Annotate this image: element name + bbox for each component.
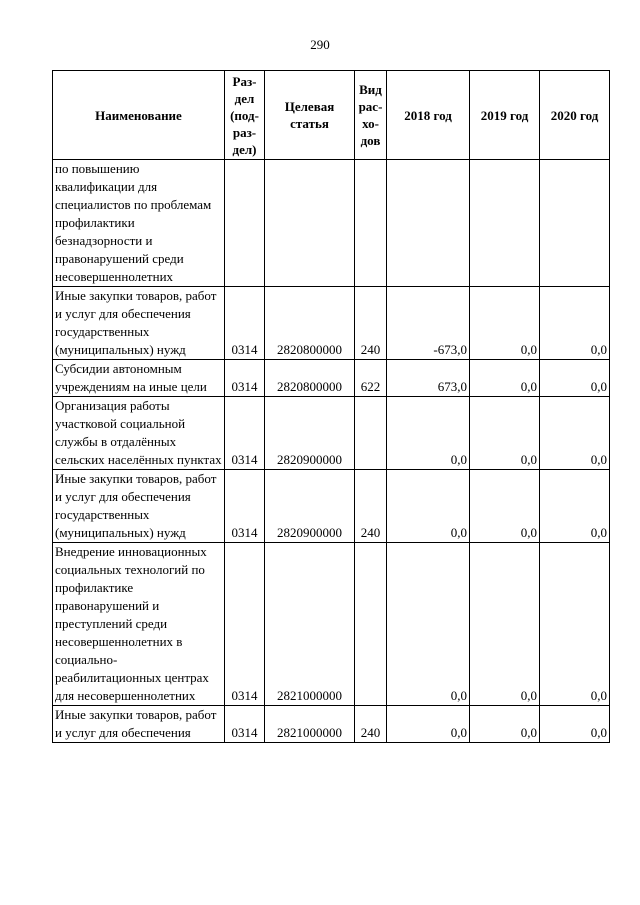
header-kind: Вид рас- хо- дов xyxy=(355,71,387,160)
budget-table xyxy=(52,70,610,743)
row-name: Иные закупки товаров, работ и услуг для обеспечения государственных (муниципальных) нужд xyxy=(53,287,225,360)
header-name: Наименование xyxy=(53,71,225,160)
row-2019: 0,0 xyxy=(470,706,540,743)
row-target: 2820900000 xyxy=(265,397,355,470)
row-section: 0314 xyxy=(225,706,265,743)
row-kind xyxy=(355,543,387,706)
row-name: Иные закупки товаров, работ и услуг для обеспечения xyxy=(53,706,225,743)
row-2019: 0,0 xyxy=(470,397,540,470)
row-section: 0314 xyxy=(225,543,265,706)
row-2020: 0,0 xyxy=(540,287,610,360)
row-2020: 0,0 xyxy=(540,360,610,397)
table-row xyxy=(53,397,610,470)
header-2019: 2019 год xyxy=(470,71,540,160)
row-kind: 240 xyxy=(355,470,387,543)
row-section: 0314 xyxy=(225,470,265,543)
row-2018: 0,0 xyxy=(387,470,470,543)
row-2020 xyxy=(540,160,610,287)
row-name: по повышению квалификации для специалистов по проблемам профилактики безнадзорности и правонарушений среди несовершеннолетних xyxy=(53,160,225,287)
row-2019: 0,0 xyxy=(470,470,540,543)
row-kind: 622 xyxy=(355,360,387,397)
row-section: 0314 xyxy=(225,360,265,397)
row-name: Внедрение инновационных социальных технологий по профилактике правонарушений и преступлений среди несовершеннолетних в социально-реабилитационных центрах для несовершеннолетних xyxy=(53,543,225,706)
row-2020: 0,0 xyxy=(540,397,610,470)
table-row xyxy=(53,287,610,360)
page-number: 290 xyxy=(310,37,330,52)
row-target: 2821000000 xyxy=(265,543,355,706)
row-kind: 240 xyxy=(355,706,387,743)
row-name: Организация работы участковой социальной службы в отдалённых сельских населённых пунктах xyxy=(53,397,225,470)
row-2019 xyxy=(470,160,540,287)
row-2018: 0,0 xyxy=(387,706,470,743)
row-section: 0314 xyxy=(225,397,265,470)
header-2018: 2018 год xyxy=(387,71,470,160)
row-kind: 240 xyxy=(355,287,387,360)
row-2018: 673,0 xyxy=(387,360,470,397)
row-section xyxy=(225,160,265,287)
row-2019: 0,0 xyxy=(470,287,540,360)
row-target xyxy=(265,160,355,287)
table-row xyxy=(53,706,610,743)
row-kind xyxy=(355,397,387,470)
row-2018: -673,0 xyxy=(387,287,470,360)
row-2019: 0,0 xyxy=(470,360,540,397)
header-target: Целевая статья xyxy=(265,71,355,160)
row-2019: 0,0 xyxy=(470,543,540,706)
table-row xyxy=(53,360,610,397)
row-2020: 0,0 xyxy=(540,706,610,743)
row-2020: 0,0 xyxy=(540,470,610,543)
row-target: 2820800000 xyxy=(265,360,355,397)
table-row xyxy=(53,160,610,287)
header-row xyxy=(53,71,610,160)
row-name: Субсидии автономным учреждениям на иные цели xyxy=(53,360,225,397)
header-section: Раз- дел (под- раз- дел) xyxy=(225,71,265,160)
row-section: 0314 xyxy=(225,287,265,360)
row-kind xyxy=(355,160,387,287)
row-target: 2820900000 xyxy=(265,470,355,543)
row-2018: 0,0 xyxy=(387,543,470,706)
row-target: 2821000000 xyxy=(265,706,355,743)
table-row xyxy=(53,543,610,706)
row-2018: 0,0 xyxy=(387,397,470,470)
row-2018 xyxy=(387,160,470,287)
header-2020: 2020 год xyxy=(540,71,610,160)
row-2020: 0,0 xyxy=(540,543,610,706)
row-target: 2820800000 xyxy=(265,287,355,360)
table-row xyxy=(53,470,610,543)
row-name: Иные закупки товаров, работ и услуг для обеспечения государственных (муниципальных) нужд xyxy=(53,470,225,543)
